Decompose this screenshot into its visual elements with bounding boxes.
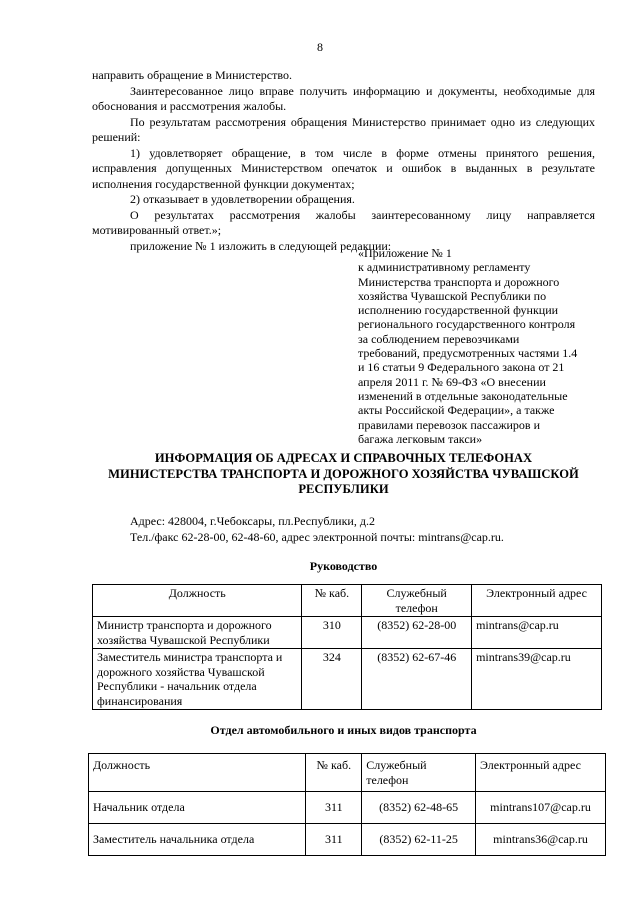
appendix-line: регионального государственного контроля bbox=[358, 317, 576, 332]
appendix-line: правилами перевозок пассажиров и bbox=[358, 417, 540, 432]
paragraph: 2) отказывает в удовлетворении обращения. bbox=[130, 192, 355, 206]
appendix-line: требований, предусмотренных частями 1.4 bbox=[358, 346, 578, 361]
column-header: Должность bbox=[93, 585, 302, 617]
phone-cell: (8352) 62-28-00 bbox=[362, 617, 472, 649]
heading-line: ИНФОРМАЦИЯ ОБ АДРЕСАХ И СПРАВОЧНЫХ ТЕЛЕФОНАХ bbox=[154, 451, 533, 465]
column-header: Служебный телефон bbox=[362, 754, 476, 792]
email-cell: mintrans36@cap.ru bbox=[476, 824, 606, 856]
position-cell: Министр транспорта и дорожного хозяйства Чувашской Республики bbox=[93, 617, 302, 649]
email-cell: mintrans107@cap.ru bbox=[476, 792, 606, 824]
appendix-line: и 16 статьи 9 Федерального закона от 21 bbox=[358, 360, 565, 375]
heading-line: МИНИСТЕРСТВА ТРАНСПОРТА И ДОРОЖНОГО ХОЗЯЙСТВА ЧУВАШСКОЙ bbox=[108, 466, 579, 481]
page-number: 8 bbox=[317, 40, 323, 54]
paragraph: направить обращение в Министерство. bbox=[92, 68, 292, 82]
phone-line: Тел./факс 62-28-00, 62-48-60, адрес электронной почты: mintrans@cap.ru. bbox=[130, 529, 504, 544]
position-cell: Заместитель министра транспорта и дорожного хозяйства Чувашской Республики - начальник отдела финансирования bbox=[93, 649, 302, 710]
position-cell: Начальник отдела bbox=[89, 792, 306, 824]
position-cell: Заместитель начальника отдела bbox=[89, 824, 306, 856]
room-cell: 311 bbox=[306, 792, 362, 824]
paragraph: Заинтересованное лицо вправе получить информацию и документы, необходимые для обоснования и рассмотрения жалобы. bbox=[92, 83, 595, 113]
phone-cell: (8352) 62-67-46 bbox=[362, 649, 472, 710]
column-header: № каб. bbox=[306, 754, 362, 792]
table-row bbox=[89, 792, 606, 824]
appendix-line: «Приложение № 1 bbox=[358, 246, 452, 260]
appendix-line: Министерства транспорта и дорожного bbox=[358, 274, 560, 289]
column-header: № каб. bbox=[302, 585, 362, 617]
email-cell: mintrans39@cap.ru bbox=[472, 649, 602, 710]
appendix-line: исполнению государственной функции bbox=[358, 303, 559, 318]
room-cell: 310 bbox=[302, 617, 362, 649]
appendix-line: к административному регламенту bbox=[358, 260, 531, 275]
appendix-line: изменений в отдельные законодательные bbox=[358, 388, 568, 403]
column-header: Должность bbox=[89, 754, 306, 792]
paragraph: приложение № 1 изложить в следующей редакции: bbox=[130, 238, 392, 253]
paragraph: 1) удовлетворяет обращение, в том числе в форме отмены принятого решения, исправления допущенных Министерством опечаток и ошибок в выданных в результате исполнения государственной функции документах; bbox=[92, 145, 595, 191]
appendix-line: акты Российской Федерации», а также bbox=[358, 403, 555, 418]
column-header: Электронный адрес bbox=[476, 754, 606, 792]
phone-cell: (8352) 62-11-25 bbox=[362, 824, 476, 856]
phone-cell: (8352) 62-48-65 bbox=[362, 792, 476, 824]
appendix-line: апреля 2011 г. № 69-ФЗ «О внесении bbox=[358, 374, 546, 389]
column-header: Служебный телефон bbox=[362, 585, 472, 617]
paragraph: О результатах рассмотрения жалобы заинтересованному лицу направляется мотивированный ответ.»; bbox=[92, 207, 595, 237]
column-header: Электронный адрес bbox=[472, 585, 602, 617]
appendix-line: багажа легковым такси» bbox=[358, 431, 483, 446]
address-line: Адрес: 428004, г.Чебоксары, пл.Республики, д.2 bbox=[130, 514, 375, 528]
paragraph: По результатам рассмотрения обращения Министерство принимает одно из следующих решений: bbox=[92, 114, 595, 144]
table-row bbox=[89, 824, 606, 856]
email-cell: mintrans@cap.ru bbox=[472, 617, 602, 649]
room-cell: 324 bbox=[302, 649, 362, 710]
section-title-transport-dept: Отдел автомобильного и иных видов транспорта bbox=[210, 723, 477, 737]
body-text bbox=[92, 68, 595, 254]
section-title-management: Руководство bbox=[309, 559, 378, 573]
table-header-row bbox=[89, 754, 606, 792]
management-table bbox=[92, 584, 602, 710]
heading-line: РЕСПУБЛИКИ bbox=[298, 482, 389, 496]
appendix-header bbox=[358, 246, 598, 446]
table-header-row bbox=[93, 585, 602, 617]
table-row bbox=[93, 617, 602, 649]
appendix-line: хозяйства Чувашской Республики по bbox=[358, 288, 547, 303]
transport-dept-table bbox=[88, 753, 606, 856]
contact-info bbox=[130, 514, 504, 545]
room-cell: 311 bbox=[306, 824, 362, 856]
document-heading bbox=[92, 451, 595, 498]
appendix-line: за соблюдением перевозчиками bbox=[358, 331, 520, 346]
table-row bbox=[93, 649, 602, 710]
